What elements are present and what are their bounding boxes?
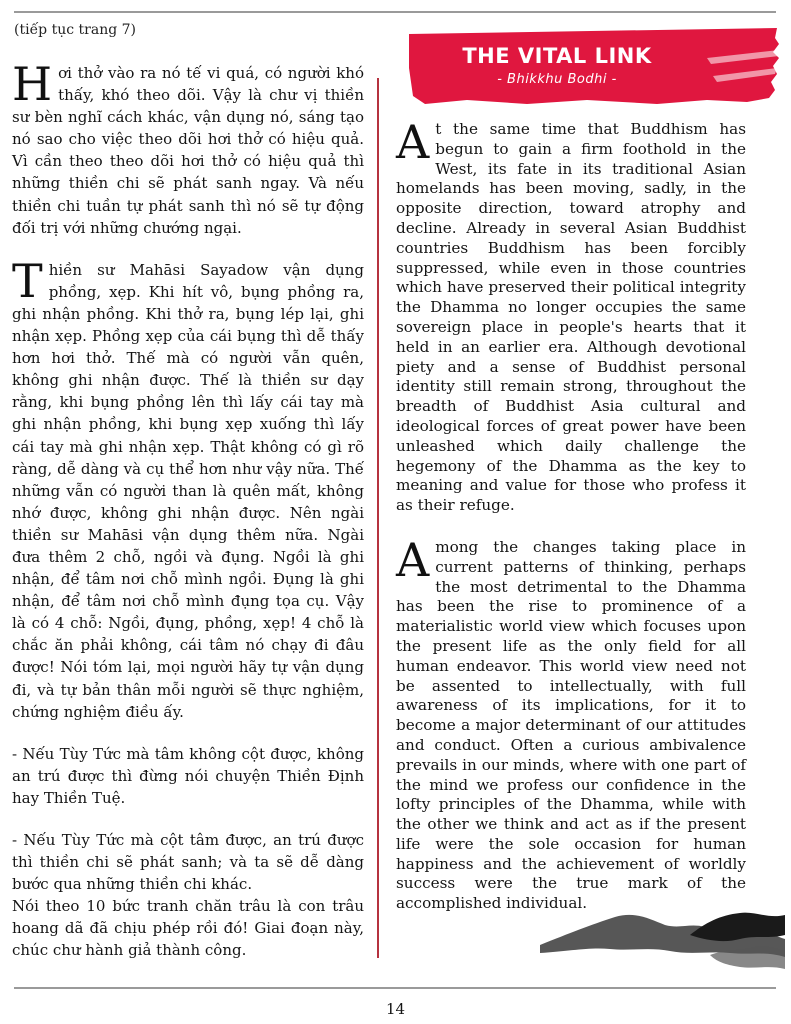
article-paragraph-3: - Nếu Tùy Tức mà tâm không cột được, không an trú được thì đừng nói chuyện Thiền Định hay Thiền Tuệ. bbox=[12, 744, 364, 807]
drop-cap: A bbox=[396, 532, 430, 587]
article-author: - Bhikkhu Bodhi - bbox=[497, 72, 617, 87]
drop-cap: A bbox=[396, 115, 430, 169]
paragraph-text: hiền sư Mahāsi Sayadow vận dụng phồng, xẹp. Khi hít vô, bụng phồng ra, ghi nhận phồng. Khi thở ra, bụng lép lại, ghi nhận xẹp. Phồng xẹp của cái bụng thì dễ thấy hơn hơi thở. Thế mà có người vẫn quên, không ghi nhận được. Thế là thiền sư dạy rằng, khi bụng phồng lên thì lấy cái tay mà ghi nhận phồng, khi bụng xẹp xuống thì lấy cái tay mà ghi nhận xẹp. Thật không có gì rõ ràng, dễ dàng và cụ thể hơn như vậy nữa. Thế những vẫn có người than là quên mất, không nhớ được, không ghi nhận được. Nên ngài thiền sư Mahāsi vận dụng thêm nữa. Ngài đưa thêm 2 chỗ, ngồi và đụng. Ngồi là ghi nhận, để tâm nơi chỗ mình ngồi. Đụng là ghi nhận, để tâm nơi chỗ mình đụng tọa cụ. Vậy là có 4 chỗ: Ngồi, đụng, phồng, xẹp! 4 chỗ là chắc ăn phải không, cái tâm nó chạy đi đâu được! Nói tóm lại, mọi người hãy tự vận dụng đi, và tự bản thân mỗi người sẽ thực nghiệm, chứng nghiệm điều ấy. bbox=[12, 260, 364, 721]
article-paragraph-1 bbox=[12, 57, 364, 239]
mountain-ink-illustration bbox=[540, 905, 785, 975]
english-paragraph-1 bbox=[396, 115, 746, 516]
english-paragraph-2 bbox=[396, 532, 746, 914]
article-paragraph-4: - Nếu Tùy Tức mà cột tâm được, an trú được thì thiền chi sẽ phát sanh; và ta sẽ dễ dàng bước qua những thiền chi khác. bbox=[12, 831, 364, 894]
drop-cap: T bbox=[12, 253, 43, 308]
article-paragraph-2 bbox=[12, 253, 364, 723]
article-title: THE VITAL LINK bbox=[462, 44, 652, 68]
english-article-column bbox=[396, 115, 746, 936]
page-number: 14 bbox=[385, 1000, 406, 1018]
column-divider bbox=[377, 78, 379, 958]
paragraph-text: t the same time that Buddhism has begun to gain a firm foothold in the West, its fate in its traditional Asian homelands has been moving, sadly, in the opposite direction, toward atrophy and decline. Already in several Asian Buddhist countries Buddhism has been forcibly suppressed, while even in those countries which have preserved their political integrity the Dhamma no longer occupies the same sovereign place in people's hearts that it held in an earlier era. Although devotional piety and a sense of Buddhist personal identity still remain strong, throughout the breadth of Buddhist Asia cultural and ideological forces of great power have been unleashed which daily challenge the hegemony of the Dhamma as the key to meaning and value for those who profess it as their refuge. bbox=[396, 120, 746, 515]
paragraph-text: ơi thở vào ra nó tế vi quá, có người khó thấy, khó theo dõi. Vậy là chư vị thiền sư bèn nghĩ cách khác, vận dụng nó, sáng tạo nó sao cho việc theo dõi hơi thở có hiệu quả. Vì cần theo theo dõi hơi thở có hiệu quả thì những thiền chi sẽ phát sanh ngay. Và nếu thiền chi tuần tự phát sanh thì nó sẽ tự động đối trị với những chướng ngại. bbox=[12, 64, 364, 237]
article-paragraph-5: Nói theo 10 bức tranh chăn trâu là con trâu hoang dã đã chịu phép rồi đó! Giai đoạn này, chúc chư hành giả thành công. bbox=[12, 897, 364, 960]
paragraph-text: mong the changes taking place in current patterns of thinking, perhaps the most detrimental to the Dhamma has been the rise to prominence of a materialistic world view which focuses upon the present life as the only field for all human endeavor. This world view need not be assented to intellectually, with full awareness of its implications, for it to become a major determinant of our attitudes and conduct. Often a curious ambivalence prevails in our minds, where with one part of the mind we profess our confidence in the lofty principles of the Dhamma, while with the other we think and act as if the present life were the sole occasion for human happiness and the achievement of worldly success were the true mark of the accomplished individual. bbox=[396, 537, 746, 913]
title-banner bbox=[407, 28, 781, 104]
continued-note: (tiếp tục trang 7) bbox=[14, 22, 136, 38]
drop-cap: H bbox=[12, 57, 53, 111]
vietnamese-article-column bbox=[12, 57, 364, 982]
bottom-rule bbox=[14, 987, 776, 989]
top-rule bbox=[14, 11, 776, 13]
